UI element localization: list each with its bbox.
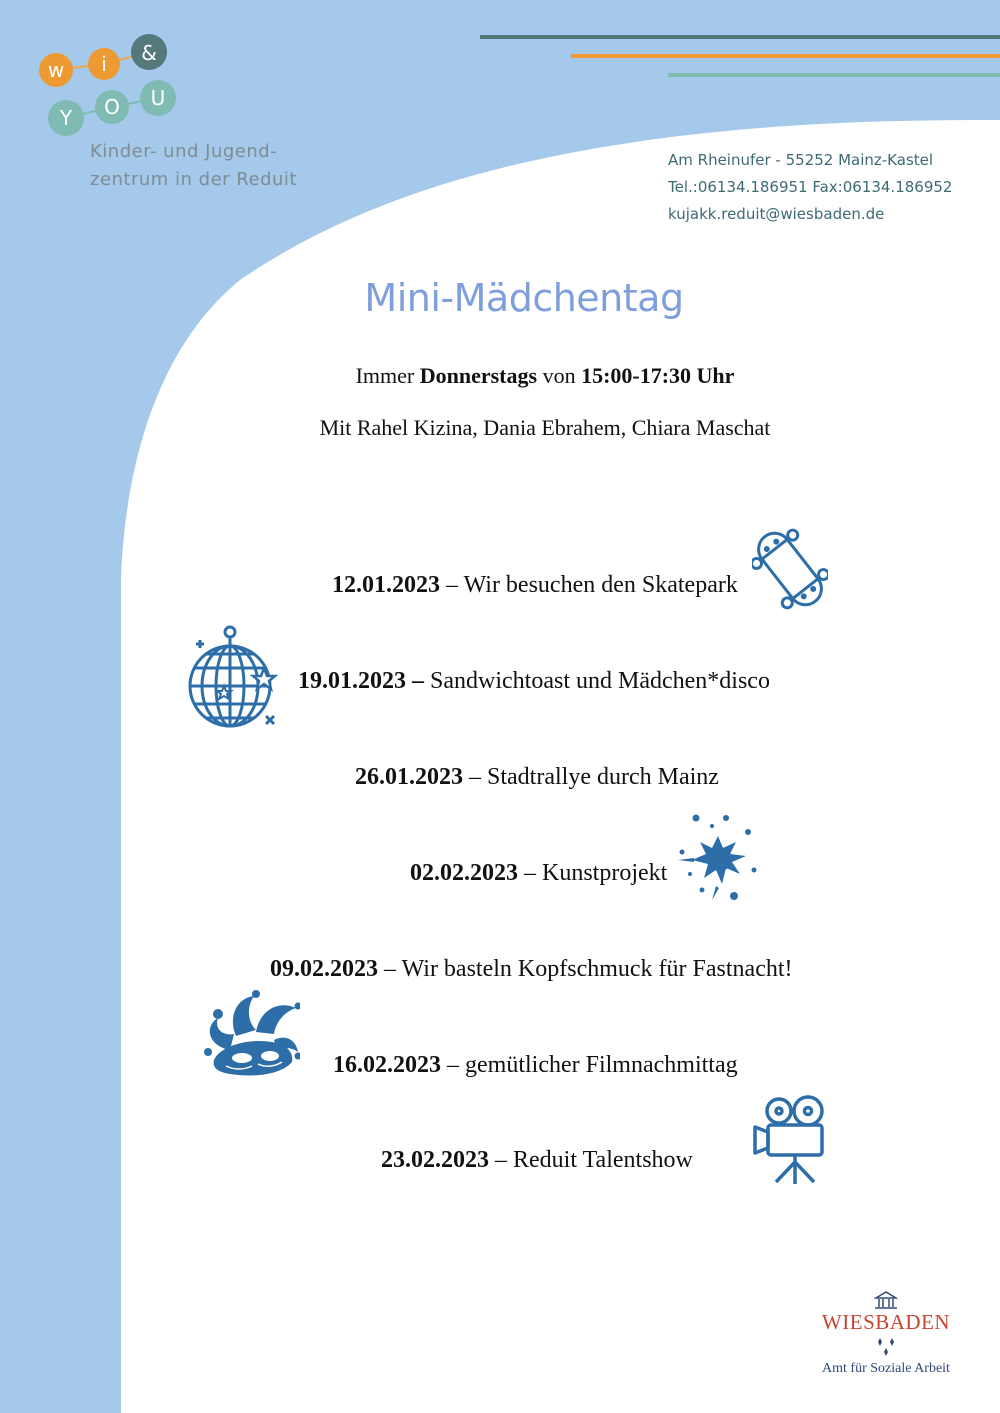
event-date: 19.01.2023 –	[298, 668, 424, 694]
page-title: Mini-Mädchentag	[364, 276, 684, 320]
contact-address: Am Rheinufer - 55252 Mainz-Kastel	[668, 151, 934, 169]
event-text: Kunstprojekt	[542, 860, 668, 886]
paint-splash-icon	[676, 812, 758, 904]
event-date: 26.01.2023	[355, 764, 463, 790]
event-item: 09.02.2023 – Wir basteln Kopfschmuck für Fastnacht!	[270, 956, 793, 982]
skateboard-icon	[752, 528, 828, 610]
logo-mark	[36, 32, 186, 138]
event-item: 26.01.2023 – Stadtrallye durch Mainz	[355, 764, 719, 790]
logo-letter-i: i	[101, 52, 107, 76]
event-item: 02.02.2023 – Kunstprojekt	[410, 860, 668, 886]
event-item	[298, 668, 770, 695]
logo-letter-y: Y	[59, 106, 73, 130]
schedule-middle: von	[537, 363, 582, 388]
event-text: Sandwichtoast und Mädchen*disco	[430, 668, 770, 694]
jester-mask-icon	[200, 990, 300, 1080]
logo-letter-w: w	[47, 58, 65, 82]
event-date: 23.02.2023	[381, 1147, 489, 1173]
event-item: 12.01.2023 – Wir besuchen den Skatepark	[332, 572, 738, 598]
schedule-line	[0, 363, 1000, 389]
team-line: Mit Rahel Kizina, Dania Ebrahem, Chiara Maschat	[319, 415, 771, 440]
event-text: gemütlicher Filmnachmittag	[465, 1052, 738, 1078]
event-text: Reduit Talentshow	[513, 1147, 693, 1173]
city-name: WIESBADEN	[821, 1310, 951, 1334]
city-office: Amt für Soziale Arbeit	[822, 1361, 950, 1376]
schedule-prefix: Immer	[355, 363, 420, 388]
event-text: Wir basteln Kopfschmuck für Fastnacht!	[401, 956, 793, 982]
logo-letter-o: O	[104, 95, 120, 119]
event-item: 23.02.2023 – Reduit Talentshow	[381, 1147, 693, 1173]
event-text: Stadtrallye durch Mainz	[487, 764, 719, 790]
event-date: 02.02.2023	[410, 860, 518, 886]
city-logo	[808, 1290, 964, 1377]
fleur-de-lis-icon	[874, 1336, 898, 1358]
contact-phone: Tel.:06134.186951 Fax:06134.186952	[668, 178, 953, 196]
city-building-icon	[874, 1290, 898, 1310]
event-date: 12.01.2023	[332, 572, 440, 598]
logo-text	[90, 138, 350, 194]
logo-letter-amp: &	[141, 41, 157, 65]
logo	[36, 32, 186, 138]
event-date: 16.02.2023	[333, 1052, 441, 1078]
logo-text-line1: Kinder- und Jugend-	[90, 141, 278, 162]
contact-email[interactable]: kujakk.reduit@wiesbaden.de	[668, 205, 885, 223]
logo-text-line2: zentrum in der Reduit	[90, 169, 297, 190]
contact-block	[668, 147, 952, 228]
event-item: 16.02.2023 – gemütlicher Filmnachmittag	[333, 1052, 738, 1078]
disco-ball-icon	[186, 624, 282, 736]
schedule-time: 15:00-17:30 Uhr	[581, 363, 735, 388]
movie-camera-icon	[752, 1094, 832, 1186]
schedule-day: Donnerstags	[419, 363, 538, 388]
event-text: Wir besuchen den Skatepark	[463, 572, 738, 598]
logo-letter-u: U	[150, 86, 166, 110]
event-date: 09.02.2023	[270, 956, 378, 982]
